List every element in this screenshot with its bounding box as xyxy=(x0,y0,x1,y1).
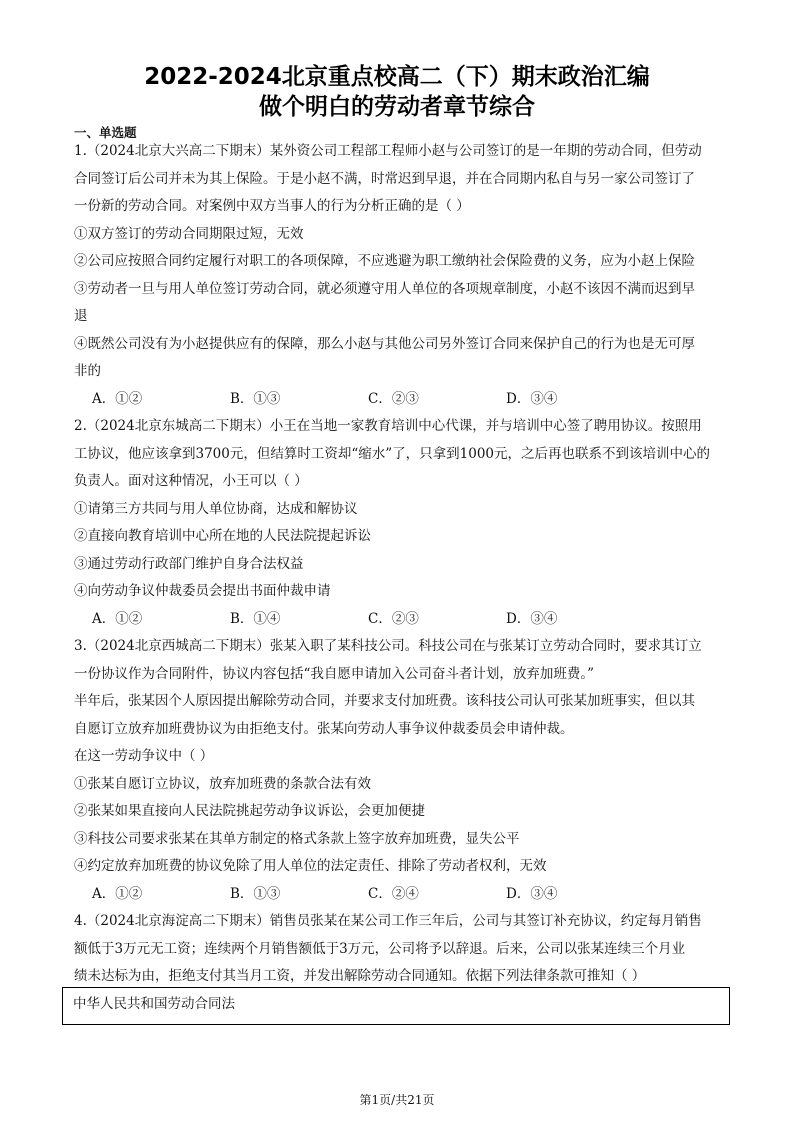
answer-option: B．①④ xyxy=(230,610,281,627)
question-line: ③劳动者一旦与用人单位签订劳动合同，就必须遵守用人单位的各项规章制度，小赵不该因不满而迟到早 xyxy=(74,280,695,297)
page-footer: 第1页/共21页 xyxy=(359,1093,435,1107)
question-2 xyxy=(74,413,724,633)
document-subtitle: 做个明白的劳动者章节综合 xyxy=(259,94,535,120)
question-line: 一份新的劳动合同。对案例中双方当事人的行为分析正确的是（ ） xyxy=(74,198,470,214)
question-line: ④约定放弃加班费的协议免除了用人单位的法定责任、排除了劳动者权利，无效 xyxy=(74,858,547,874)
question-line: ①张某自愿订立协议，放弃加班费的条款合法有效 xyxy=(74,775,371,792)
answer-option: D．③④ xyxy=(506,610,558,627)
answer-option: B．①③ xyxy=(230,390,281,407)
question-line: 一份协议作为合同附件，协议内容包括“我自愿申请加入公司奋斗者计划，放弃加班费。” xyxy=(74,665,595,682)
question-line: 3.（2024北京西城高二下期末）张某入职了某科技公司。科技公司在与张某订立劳动合同时，要求其订立 xyxy=(74,638,702,654)
answer-option: A．①② xyxy=(92,610,143,627)
section-heading: 一、单选题 xyxy=(74,125,137,140)
answer-options xyxy=(74,606,724,634)
question-line: ④既然公司没有为小赵提供应有的保障，那么小赵与其他公司另外签订合同来保护自己的行为也是无可厚 xyxy=(74,335,695,352)
question-line: 2.（2024北京东城高二下期末）小王在当地一家教育培训中心代课，并与培训中心签了聘用协议。按照用 xyxy=(74,418,702,434)
question-line: 1.（2024北京大兴高二下期末）某外资公司工程部工程师小赵与公司签订的是一年期的劳动合同，但劳动 xyxy=(74,143,702,159)
question-line: ①请第三方共同与用人单位协商，达成和解协议 xyxy=(74,500,358,517)
question-line: 4.（2024北京海淀高二下期末）销售员张某在某公司工作三年后，公司与其签订补充协议，约定每月销售 xyxy=(74,913,702,929)
question-line: ④向劳动争议仲裁委员会提出书面仲裁申请 xyxy=(74,583,331,599)
law-box-text: 中华人民共和国劳动合同法 xyxy=(73,996,235,1012)
question-line: ②直接向教育培训中心所在地的人民法院提起诉讼 xyxy=(74,528,371,544)
question-4 xyxy=(74,908,724,991)
answer-option: C．②③ xyxy=(368,390,419,407)
answer-options xyxy=(74,386,724,414)
question-line: 工协议，他应该拿到3700元，但结算时工资却“缩水”了，只拿到1000元，之后再也联系不到该培训中心的 xyxy=(74,445,711,462)
question-line: ③科技公司要求张某在其单方制定的格式条款上签字放弃加班费，显失公平 xyxy=(74,830,520,847)
answer-option: A．①② xyxy=(92,390,143,407)
law-box xyxy=(62,987,730,1025)
question-line: ③通过劳动行政部门维护自身合法权益 xyxy=(74,555,304,572)
question-line: ①双方签订的劳动合同期限过短，无效 xyxy=(74,225,304,242)
question-line: ②张某如果直接向人民法院挑起劳动争议诉讼，会更加便捷 xyxy=(74,803,425,819)
question-3 xyxy=(74,633,724,908)
answer-option: D．③④ xyxy=(506,390,558,407)
question-line: 负责人。面对这种情况，小王可以（ ） xyxy=(74,473,308,489)
question-list xyxy=(74,138,724,991)
question-line: 退 xyxy=(74,308,88,324)
question-line: 合同签订后公司并未为其上保险。于是小赵不满，时常迟到早退，并在合同期内私自与另一家公司签订了 xyxy=(74,170,695,187)
answer-options xyxy=(74,881,724,909)
question-line: 半年后，张某因个人原因提出解除劳动合同，并要求支付加班费。该科技公司认可张某加班事实，但以其 xyxy=(74,693,695,709)
question-line: 绩未达标为由，拒绝支付其当月工资，并发出解除劳动合同通知。依据下列法律条款可推知（ ） xyxy=(74,968,646,984)
answer-option: A．①② xyxy=(92,885,143,902)
question-line: ②公司应按照合同约定履行对职工的各项保障，不应逃避为职工缴纳社会保险费的义务，应为小赵上保险 xyxy=(74,253,695,269)
answer-option: D．③④ xyxy=(506,885,558,902)
question-1 xyxy=(74,138,724,413)
answer-option: C．②④ xyxy=(368,885,419,902)
answer-option: B．①③ xyxy=(230,885,281,902)
question-line: 额低于3万元无工资；连续两个月销售额低于3万元，公司将予以辞退。后来，公司以张某连续三个月业 xyxy=(74,940,686,957)
question-line: 自愿订立放弃加班费协议为由拒绝支付。张某向劳动人事争议仲裁委员会申请仲裁。 xyxy=(74,720,574,737)
question-line: 非的 xyxy=(74,363,101,379)
document-title: 2022-2024北京重点校高二（下）期末政治汇编 xyxy=(144,64,650,90)
question-line: 在这一劳动争议中（ ） xyxy=(74,748,214,764)
answer-option: C．②③ xyxy=(368,610,419,627)
